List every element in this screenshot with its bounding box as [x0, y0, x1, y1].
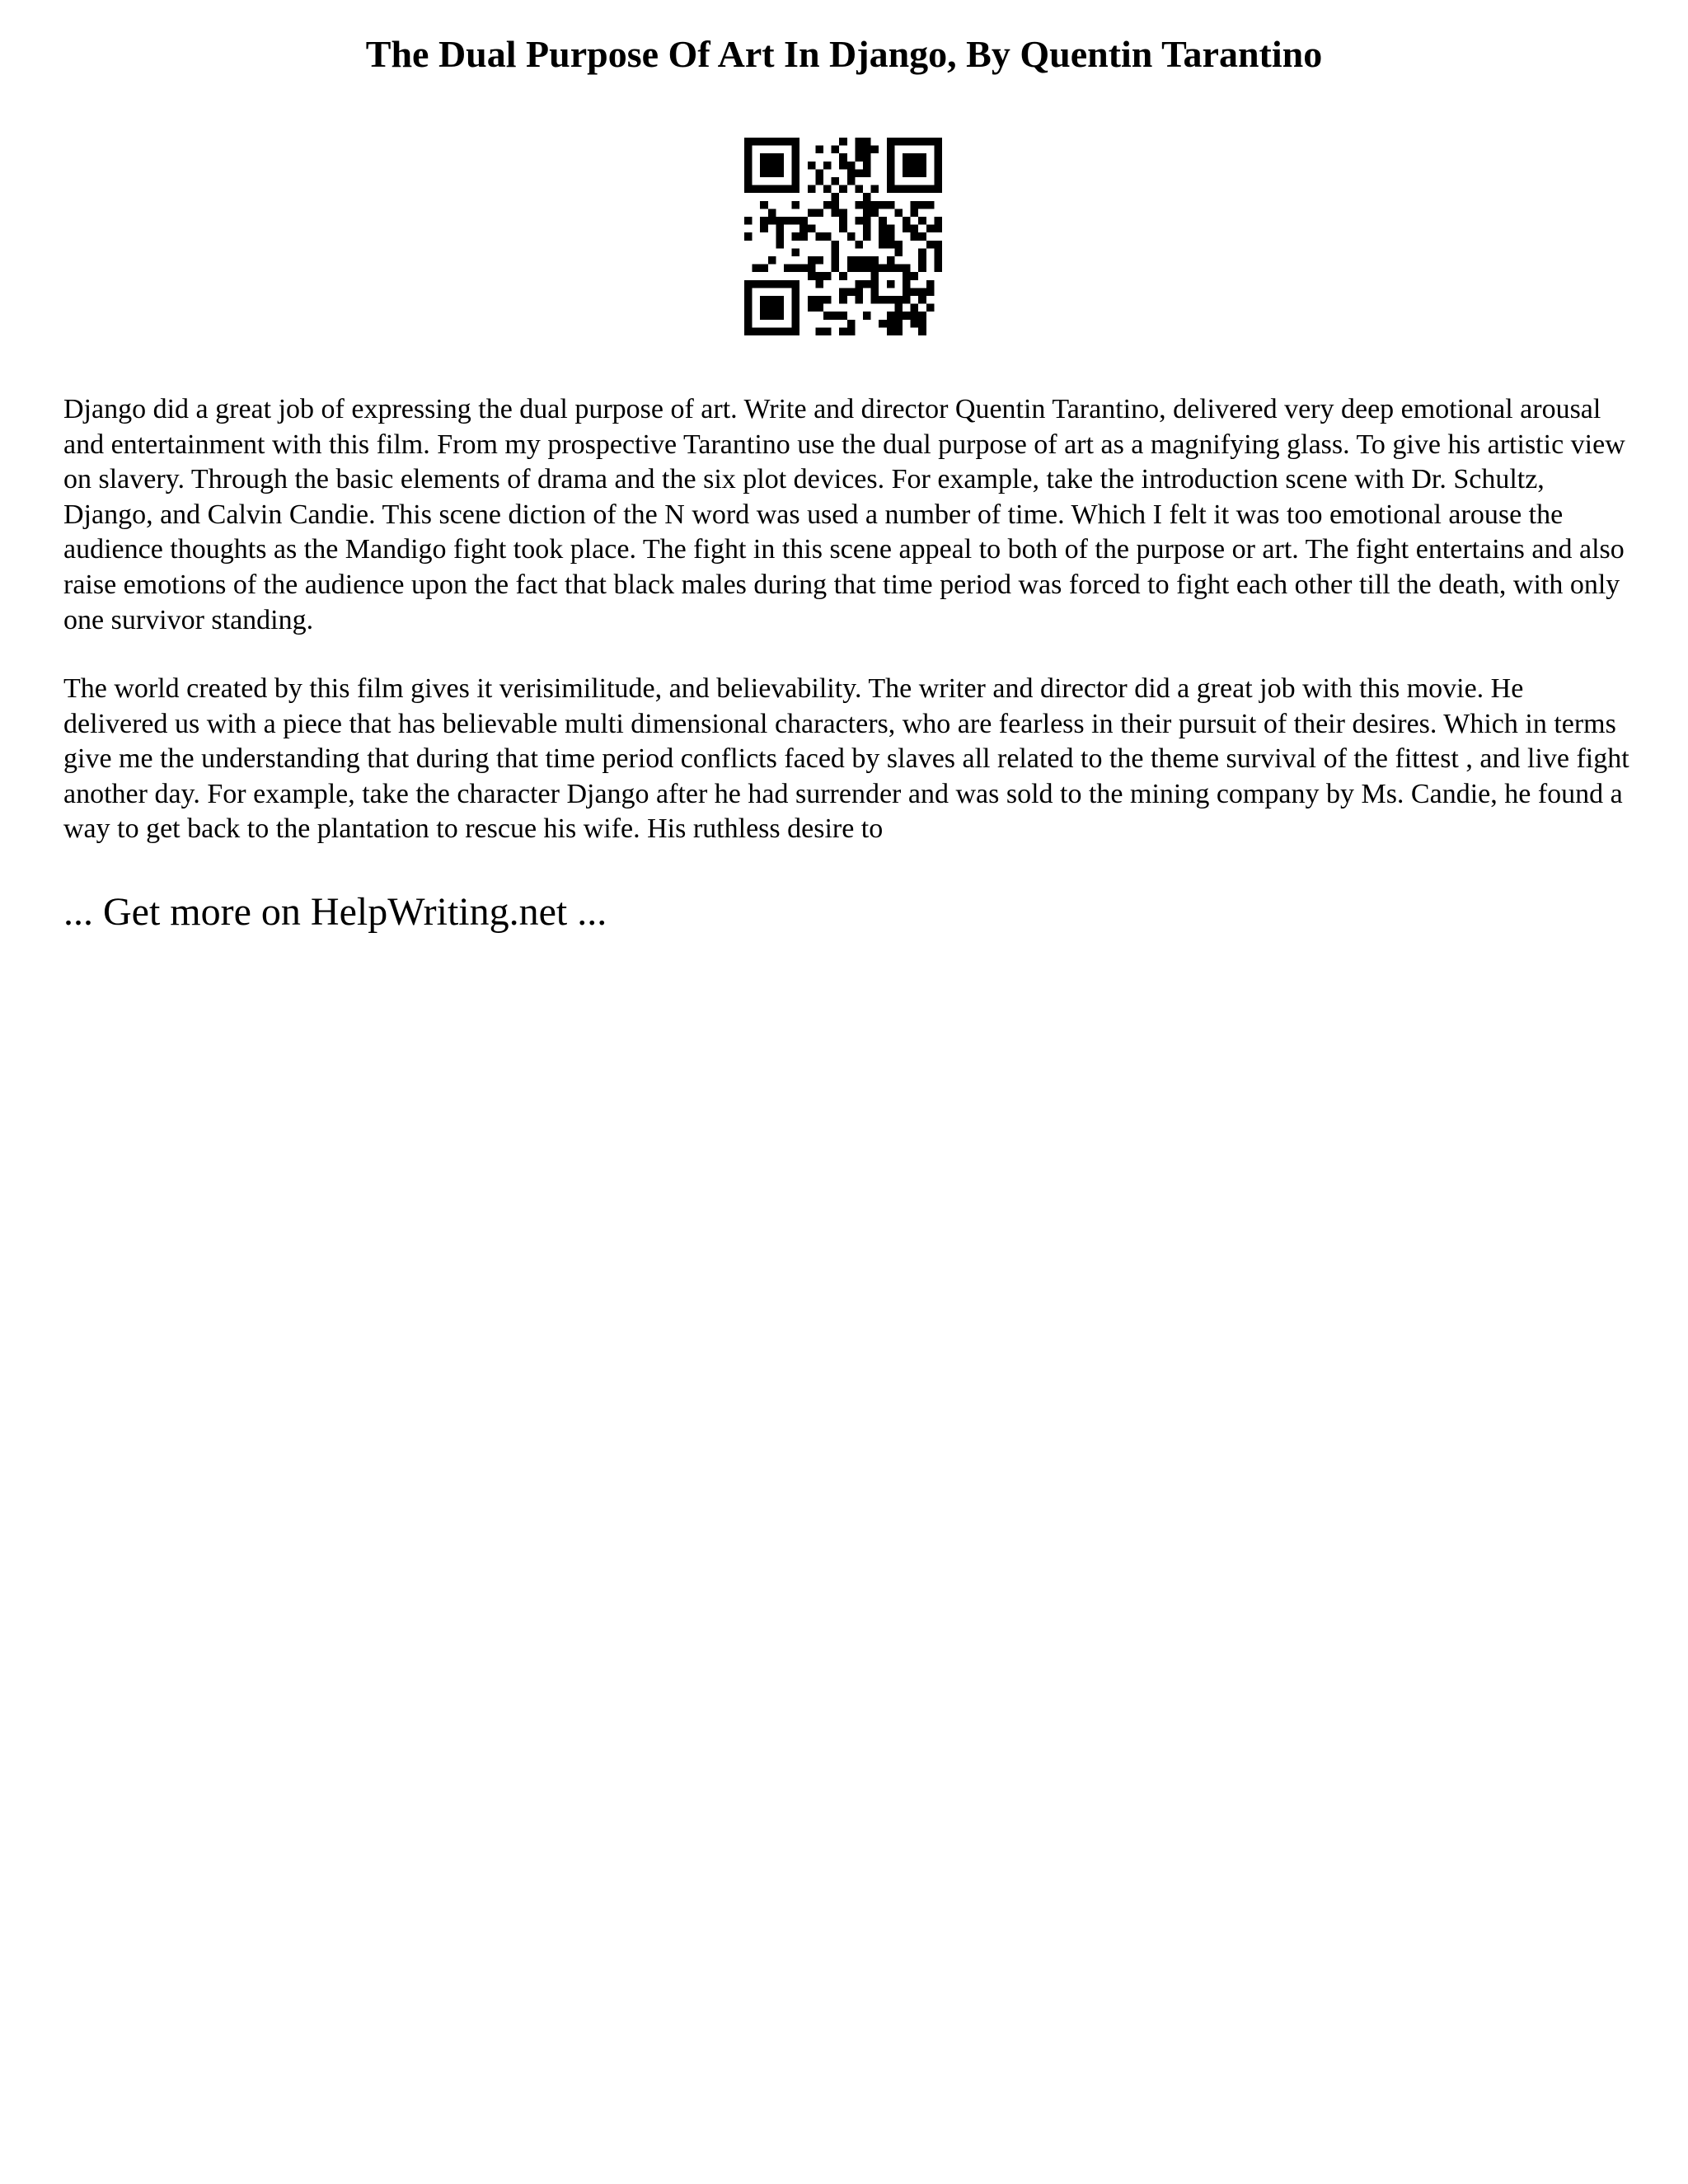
get-more-link[interactable]: ... Get more on HelpWriting.net ...: [63, 890, 607, 934]
page-title: The Dual Purpose Of Art In Django, By Quentin Tarantino: [365, 33, 1323, 75]
body-paragraph-2: The world created by this film gives it verisimilitude, and believability. The writer and director did a great job with this movie. He delivered us with a piece that has believable multi dimensional characters, who are fearless in their pursuit of their desires. Which in terms give me the understanding that during that time period conflicts faced by slaves all related to the theme survival of the fittest , and live fight another day. For example, take the character Django after he had surrender and was sold to the mining company by Ms. Candie, he found a way to get back to the plantation to rescue his wife. His ruthless desire to: [63, 673, 1629, 845]
qr-code-icon: [744, 138, 942, 335]
body-paragraph-1: Django did a great job of expressing the dual purpose of art. Write and director Quentin Tarantino, delivered very deep emotional arousal and entertainment with this film. From my prospective Tarantino use the dual purpose of art as a magnifying glass. To give his artistic view on slavery. Through the basic elements of drama and the six plot devices. For example, take the introduction scene with Dr. Schultz, Django, and Calvin Candie. This scene diction of the N word was used a number of time. Which I felt it was too emotional arouse the audience thoughts as the Mandigo fight took place. The fight in this scene appeal to both of the purpose or art. The fight entertains and also raise emotions of the audience upon the fact that black males during that time period was forced to fight each other till the death, with only one survivor standing.: [63, 394, 1625, 635]
